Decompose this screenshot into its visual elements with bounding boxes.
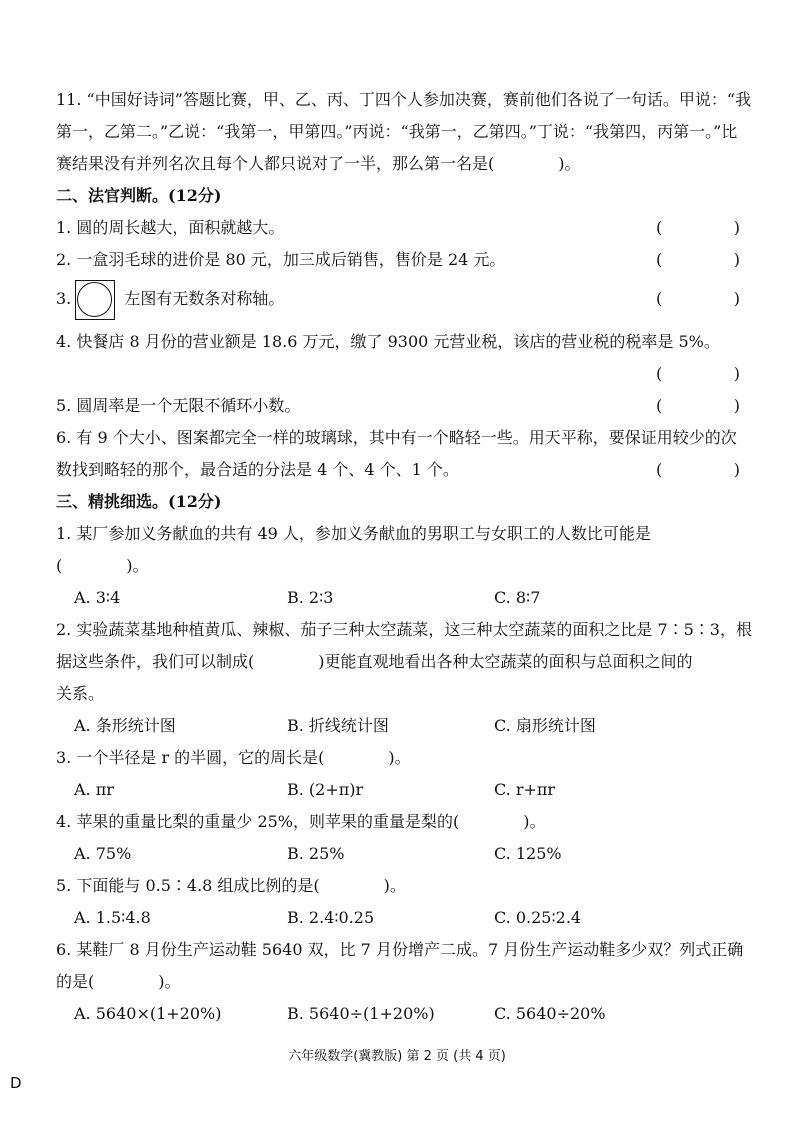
choice-q4-line-1: 4. 苹果的重量比梨的重量少 25%，则苹果的重量是梨的( )。 <box>56 812 546 831</box>
option-a[interactable]: A. 5640×(1+20%) <box>74 1004 222 1023</box>
option-c[interactable]: C. 5640÷20% <box>494 1004 606 1023</box>
option-c[interactable]: C. 扇形统计图 <box>494 716 596 735</box>
option-c[interactable]: C. 0.25∶2.4 <box>494 908 582 927</box>
option-a[interactable]: A. 75% <box>74 844 132 863</box>
choice-q3-options <box>56 774 740 806</box>
judge-item-6-cont: 数找到略轻的那个，最合适的分法是 4 个、4 个、1 个。 ( ) <box>56 454 740 486</box>
section-2-title: 二、法官判断。(12分) <box>56 186 222 205</box>
judge-item-6: 6. 有 9 个大小、图案都完全一样的玻璃球，其中有一个略轻一些。用天平称，要保证用较少的次 <box>56 428 737 447</box>
option-c[interactable]: C. 8∶7 <box>494 588 541 607</box>
choice-q2-line-1: 2. 实验蔬菜基地种植黄瓜、辣椒、茄子三种太空蔬菜，这三种太空蔬菜的面积之比是 7∶5∶3，根 <box>56 620 752 639</box>
answer-bracket[interactable]: ( ) <box>656 250 740 269</box>
choice-q1-options <box>56 582 740 614</box>
answer-bracket[interactable]: ( ) <box>656 218 740 237</box>
choice-question-6 <box>56 934 744 1030</box>
option-b[interactable]: B. 2.4∶0.25 <box>287 908 375 927</box>
option-b[interactable]: B. 5640÷(1+20%) <box>287 1004 435 1023</box>
q11-line-2: 第一，乙第二。”乙说：“我第一，甲第四。”丙说：“我第一，乙第四。”丁说：“我第四，丙第一。”比 <box>56 122 738 141</box>
choice-question-2 <box>56 614 752 742</box>
choice-question-1 <box>56 518 740 614</box>
option-a[interactable]: A. 条形统计图 <box>74 716 176 735</box>
q11-line-3: 赛结果没有并列名次且每个人都只说对了一半，那么第一名是( )。 <box>56 154 581 173</box>
choice-q2-line-3: 关系。 <box>56 684 105 703</box>
judge-item-5: 5. 圆周率是一个无限不循环小数。 ( ) <box>56 390 740 422</box>
option-b[interactable]: B. 25% <box>287 844 345 863</box>
corner-mark: D <box>10 1074 22 1092</box>
choice-q6-line-1: 6. 某鞋厂 8 月份生产运动鞋 5640 双，比 7 月份增产二成。7 月份生产运动鞋多少双？列式正确 <box>56 940 744 959</box>
option-b[interactable]: B. 2∶3 <box>287 588 334 607</box>
choice-q6-line-2: 的是( )。 <box>56 972 181 991</box>
answer-bracket[interactable]: ( ) <box>656 460 740 479</box>
answer-bracket[interactable]: ( ) <box>656 289 740 308</box>
judge-item-4-answer <box>56 358 740 390</box>
choice-q5-options <box>56 902 740 934</box>
option-c[interactable]: C. r+πr <box>494 780 556 799</box>
choice-q1-line-1: 1. 某厂参加义务献血的共有 49 人，参加义务献血的男职工与女职工的人数比可能是 <box>56 524 651 543</box>
circle-in-square-figure <box>75 280 115 320</box>
choice-q6-options <box>56 998 740 1030</box>
option-a[interactable]: A. 1.5∶4.8 <box>74 908 151 927</box>
question-11 <box>56 84 752 180</box>
page-footer: 六年级数学(冀教版) 第 2 页 (共 4 页) <box>288 1049 506 1064</box>
choice-q4-options <box>56 838 740 870</box>
answer-bracket[interactable]: ( ) <box>656 364 740 383</box>
judge-item-2: 2. 一盒羽毛球的进价是 80 元，加三成后销售，售价是 24 元。 ( ) <box>56 244 740 276</box>
section-3-title: 三、精挑细选。(12分) <box>56 492 222 511</box>
judge-item-3: 3. 左图有无数条对称轴。 ( ) <box>56 276 740 322</box>
judge-item-1: 1. 圆的周长越大，面积就越大。 ( ) <box>56 212 740 244</box>
choice-q2-options <box>56 710 740 742</box>
option-b[interactable]: B. 折线统计图 <box>287 716 389 735</box>
option-c[interactable]: C. 125% <box>494 844 562 863</box>
option-a[interactable]: A. 3∶4 <box>74 588 121 607</box>
option-a[interactable]: A. πr <box>74 780 114 799</box>
choice-q2-line-2: 据这些条件，我们可以制成( )更能直观地看出各种太空蔬菜的面积与总面积之间的 <box>56 652 693 671</box>
choice-question-4 <box>56 806 740 870</box>
choice-question-3 <box>56 742 740 806</box>
choice-q3-line-1: 3. 一个半径是 r 的半圆，它的周长是( )。 <box>56 748 411 767</box>
choice-q5-line-1: 5. 下面能与 0.5∶4.8 组成比例的是( )。 <box>56 876 406 895</box>
q11-line-1: 11. “中国好诗词”答题比赛，甲、乙、丙、丁四个人参加决赛，赛前他们各说了一句话。甲说：“我 <box>56 90 752 109</box>
answer-bracket[interactable]: ( ) <box>656 396 740 415</box>
exam-page <box>56 84 752 1030</box>
choice-question-5 <box>56 870 740 934</box>
judge-item-4: 4. 快餐店 8 月份的营业额是 18.6 万元，缴了 9300 元营业税，该店的营业税的税率是 5%。 <box>56 332 720 351</box>
option-b[interactable]: B. (2+π)r <box>287 780 364 799</box>
choice-q1-line-2[interactable]: ( )。 <box>56 556 149 575</box>
